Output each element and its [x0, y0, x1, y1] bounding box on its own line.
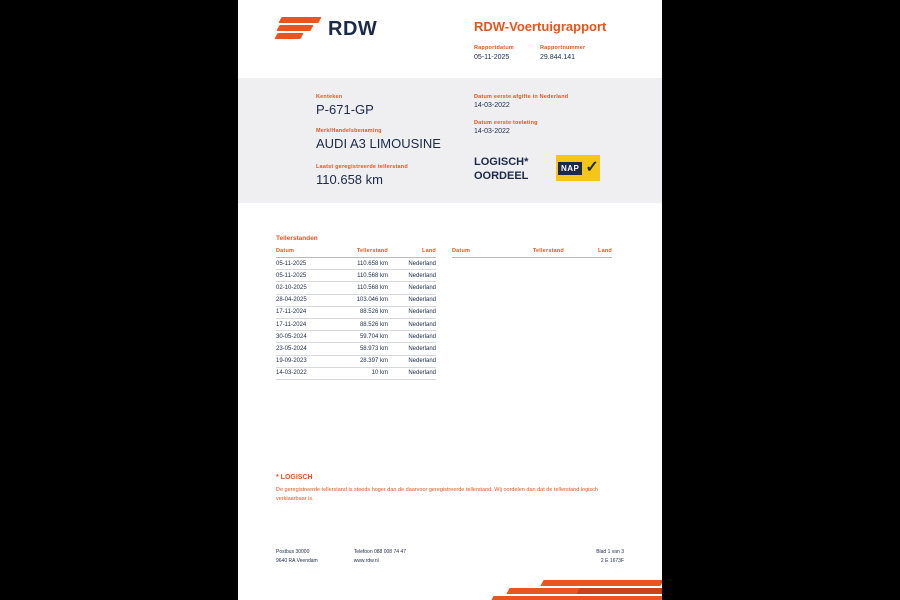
cell-tellerstand: 110.568 km: [332, 270, 388, 282]
merk-label: Merk/Handelsbenaming: [316, 128, 382, 134]
verdict-text: [474, 156, 528, 184]
odometer-tables: [276, 248, 624, 380]
footer-address: [276, 548, 318, 566]
last-odometer-value: 110.658 km: [316, 172, 383, 187]
cell-datum: 19-09-2023: [276, 355, 332, 367]
nap-badge-word: NAP: [558, 162, 582, 175]
cell-tellerstand: 88.526 km: [332, 318, 388, 330]
table-row: [276, 294, 436, 306]
cell-tellerstand: 28.397 km: [332, 355, 388, 367]
table-header-row: [276, 248, 436, 258]
cell-datum: 17-11-2024: [276, 306, 332, 318]
vehicle-info-band: [238, 78, 662, 203]
check-icon: ✓: [585, 159, 599, 176]
rdw-stripes-footer-icon: [478, 578, 662, 600]
cell-land: Nederland: [388, 270, 436, 282]
column-header-land: Land: [564, 248, 612, 258]
rdw-logo: [276, 16, 377, 42]
odometer-table-right: [452, 248, 612, 380]
odometer-section-title: Tellerstanden: [276, 235, 318, 242]
cell-land: Nederland: [388, 355, 436, 367]
odometer-section: [238, 235, 662, 380]
cell-tellerstand: 103.046 km: [332, 294, 388, 306]
footnote-title: * LOGISCH: [276, 474, 313, 481]
meta-rapportnummer-value: 29.844.141: [539, 54, 576, 61]
cell-land: Nederland: [388, 367, 436, 379]
eerste-toelating-value: 14-03-2022: [474, 128, 510, 135]
cell-tellerstand: 110.658 km: [332, 258, 388, 270]
vehicle-dates-block: [474, 94, 644, 146]
footer-phone: Telefoon 088 008 74 47: [353, 549, 406, 555]
cell-datum: 05-11-2025: [276, 270, 332, 282]
verdict-line-2: OORDEEL: [474, 169, 529, 182]
cell-tellerstand: 88.526 km: [332, 306, 388, 318]
footer-address-columns: [276, 548, 406, 566]
eerste-afgifte-label: Datum eerste afgifte in Nederland: [474, 94, 569, 100]
document-footer: [238, 540, 662, 600]
nap-badge-icon: [556, 155, 600, 181]
cell-datum: 17-11-2024: [276, 318, 332, 330]
verdict-line-1: LOGISCH*: [474, 156, 529, 168]
meta-rapportdatum: [474, 45, 514, 61]
cell-land: Nederland: [388, 258, 436, 270]
column-header-land: Land: [388, 248, 436, 258]
footer-form-code: 2 E 1673F: [600, 558, 624, 564]
odometer-table-left: [276, 248, 436, 380]
document-header: [238, 0, 662, 78]
cell-tellerstand: 59.704 km: [332, 331, 388, 343]
cell-land: Nederland: [388, 306, 436, 318]
logo-text: RDW: [328, 17, 378, 40]
table-row: [276, 367, 436, 379]
kenteken-label: Kenteken: [316, 94, 343, 100]
table-row: [276, 331, 436, 343]
meta-rapportnummer: [540, 45, 585, 61]
cell-tellerstand: 10 km: [332, 367, 388, 379]
meta-rapportdatum-label: Rapportdatum: [474, 45, 514, 51]
kenteken-value: P-671-GP: [316, 102, 374, 117]
footer-contact: [354, 548, 406, 566]
cell-datum: 28-04-2025: [276, 294, 332, 306]
footer-postbus: Postbus 30000: [276, 549, 310, 555]
column-header-datum: Datum: [452, 248, 508, 258]
cell-land: Nederland: [388, 318, 436, 330]
footer-page-number: Blad 1 van 3: [596, 549, 624, 555]
cell-land: Nederland: [388, 282, 436, 294]
eerste-toelating-label: Datum eerste toelating: [474, 120, 538, 126]
table-row: [276, 318, 436, 330]
cell-land: Nederland: [388, 343, 436, 355]
rdw-stripes-logo-icon: [276, 16, 320, 42]
column-header-tellerstand: Tellerstand: [332, 248, 388, 258]
table-header-row: [452, 248, 612, 258]
cell-datum: 05-11-2025: [276, 258, 332, 270]
merk-value: AUDI A3 LIMOUSINE: [316, 136, 441, 151]
column-header-tellerstand: Tellerstand: [508, 248, 564, 258]
table-row: [276, 282, 436, 294]
cell-datum: 30-05-2024: [276, 331, 332, 343]
document-page: [238, 0, 662, 600]
cell-datum: 02-10-2025: [276, 282, 332, 294]
cell-datum: 14-03-2022: [276, 367, 332, 379]
footnote-block: [276, 474, 606, 505]
cell-tellerstand: 110.568 km: [332, 282, 388, 294]
table-row: [276, 306, 436, 318]
meta-rapportnummer-label: Rapportnummer: [539, 45, 586, 51]
cell-land: Nederland: [388, 331, 436, 343]
last-odometer-label: Laatst geregistreerde tellerstand: [316, 164, 408, 170]
footnote-text: De geregistreerde tellerstand is steeds hoger dan de daarvoor geregistreerde tellerstand. Wij oordelen dan dat de tellerstand logisch verklaarbaar is.: [276, 487, 598, 503]
column-header-datum: Datum: [276, 248, 332, 258]
table-row: [276, 355, 436, 367]
footer-city: 9640 RA Veendam: [276, 558, 318, 564]
vehicle-identity-block: [316, 94, 496, 162]
cell-land: Nederland: [388, 294, 436, 306]
table-row: [276, 343, 436, 355]
table-row: [276, 270, 436, 282]
meta-rapportdatum-value: 05-11-2025: [474, 54, 510, 61]
cell-tellerstand: 58.973 km: [332, 343, 388, 355]
footer-website[interactable]: www.rdw.nl: [353, 558, 379, 564]
footer-page-info: [596, 548, 624, 566]
eerste-afgifte-value: 14-03-2022: [474, 102, 510, 109]
last-odometer-block: [316, 164, 408, 187]
report-title: RDW-Voertuigrapport: [474, 19, 607, 34]
table-row: [276, 258, 436, 270]
cell-datum: 23-05-2024: [276, 343, 332, 355]
report-meta: [474, 45, 585, 61]
